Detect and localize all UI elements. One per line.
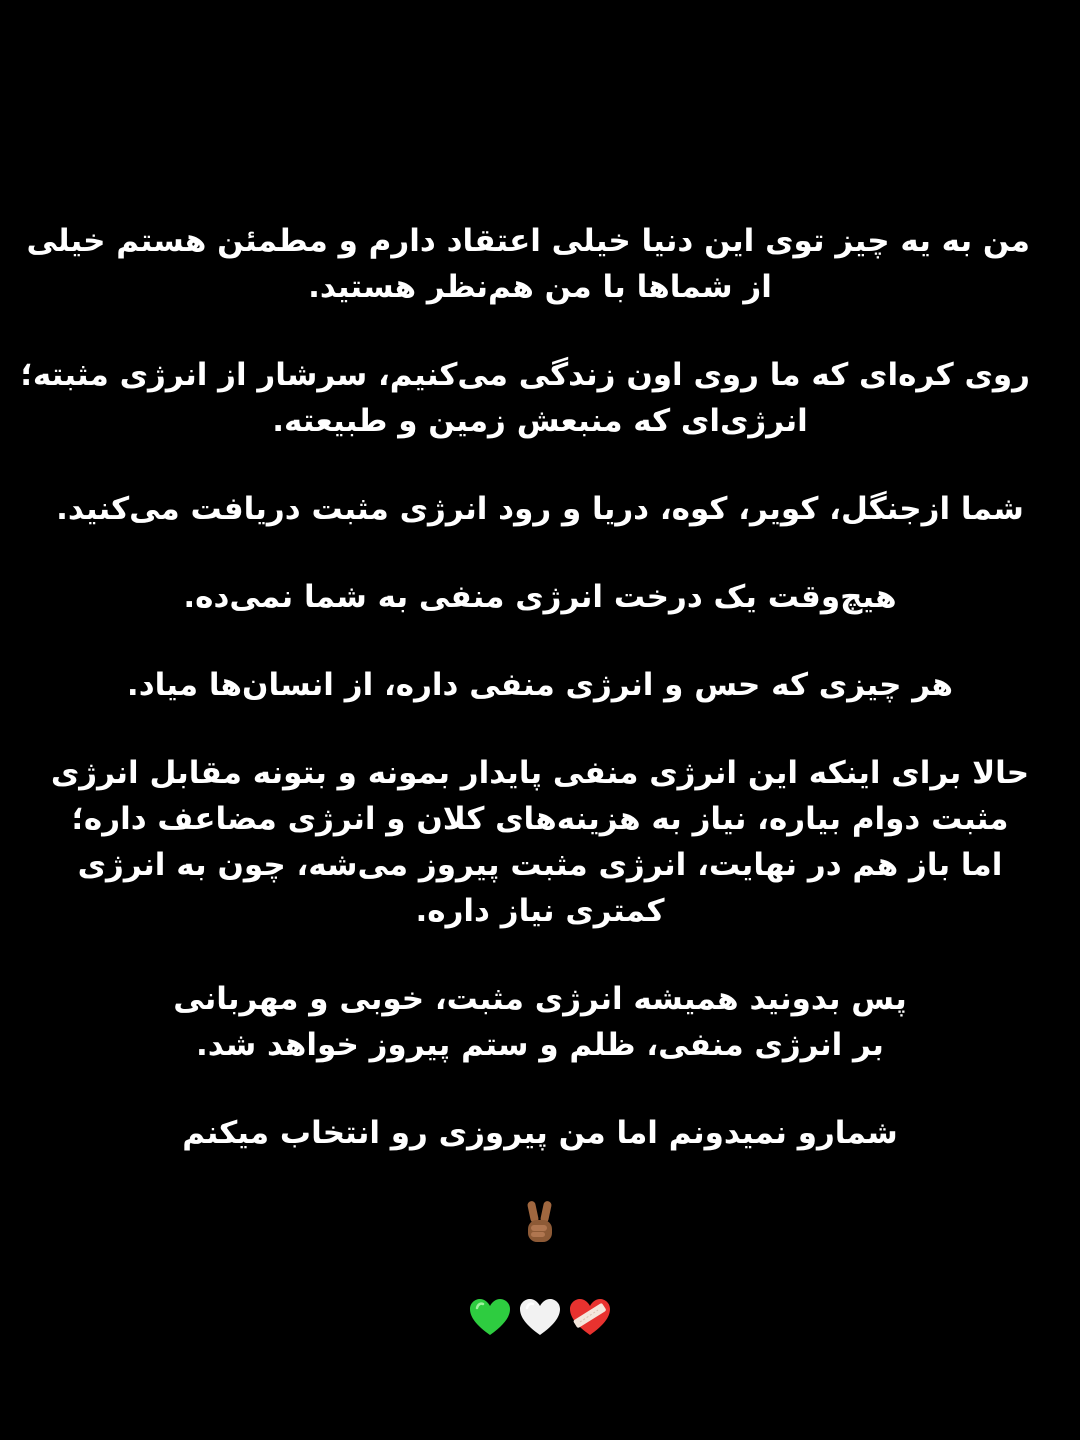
paragraph-line: مثبت دوام بیاره، نیاز به هزینه‌های کلان و انرژی مضاعف داره؛ bbox=[71, 801, 1009, 837]
paragraph-1 bbox=[26, 218, 1030, 310]
paragraph-8 bbox=[50, 1110, 1030, 1156]
paragraph-line: انرژی‌ای که منبعش زمین و طبیعته. bbox=[272, 403, 808, 439]
paragraph-line: بر انرژی منفی، ظلم و ستم پیروز خواهد شد. bbox=[196, 1027, 884, 1063]
paragraph-line: کمتری نیاز داره. bbox=[415, 893, 665, 929]
paragraph-line: پس بدونید همیشه انرژی مثبت، خوبی و مهربانی bbox=[173, 981, 907, 1017]
paragraph-line: روی کره‌ای که ما روی اون زندگی می‌کنیم، سرشار از انرژی مثبته؛ bbox=[20, 357, 1030, 393]
victory-hand-icon bbox=[520, 1198, 560, 1246]
paragraph-line: شمارو نمیدونم اما من پیروزی رو انتخاب میکنم bbox=[182, 1115, 898, 1151]
paragraph-2 bbox=[20, 352, 1030, 444]
green-heart-icon bbox=[468, 1296, 512, 1340]
paragraph-line: من به یه چیز توی این دنیا خیلی اعتقاد دارم و مطمئن هستم خیلی bbox=[26, 223, 1030, 259]
paragraph-line: حالا برای اینکه این انرژی منفی پایدار بمونه و بتونه مقابل انرژی bbox=[50, 755, 1030, 791]
mending-heart-icon bbox=[568, 1296, 612, 1340]
paragraph-line: هر چیزی که حس و انرژی منفی داره، از انسان‌ها میاد. bbox=[126, 667, 954, 703]
hearts-row bbox=[50, 1296, 1030, 1340]
paragraph-line: شما ازجنگل، کویر، کوه، دریا و رود انرژی مثبت دریافت می‌کنید. bbox=[56, 491, 1024, 527]
story-text-block bbox=[20, 218, 1030, 1340]
paragraph-line: از شماها با من هم‌نظر هستید. bbox=[308, 269, 772, 305]
paragraph-3 bbox=[50, 486, 1030, 532]
paragraph-line: اما باز هم در نهایت، انرژی مثبت پیروز می‌شه، چون به انرژی bbox=[77, 847, 1003, 883]
white-heart-icon bbox=[518, 1296, 562, 1340]
paragraph-5 bbox=[50, 662, 1030, 708]
peace-emoji-row bbox=[50, 1198, 1030, 1258]
paragraph-4 bbox=[50, 574, 1030, 620]
paragraph-7 bbox=[50, 976, 1030, 1068]
paragraph-line: هیچ‌وقت یک درخت انرژی منفی به شما نمی‌ده. bbox=[183, 579, 897, 615]
paragraph-6 bbox=[50, 750, 1030, 934]
